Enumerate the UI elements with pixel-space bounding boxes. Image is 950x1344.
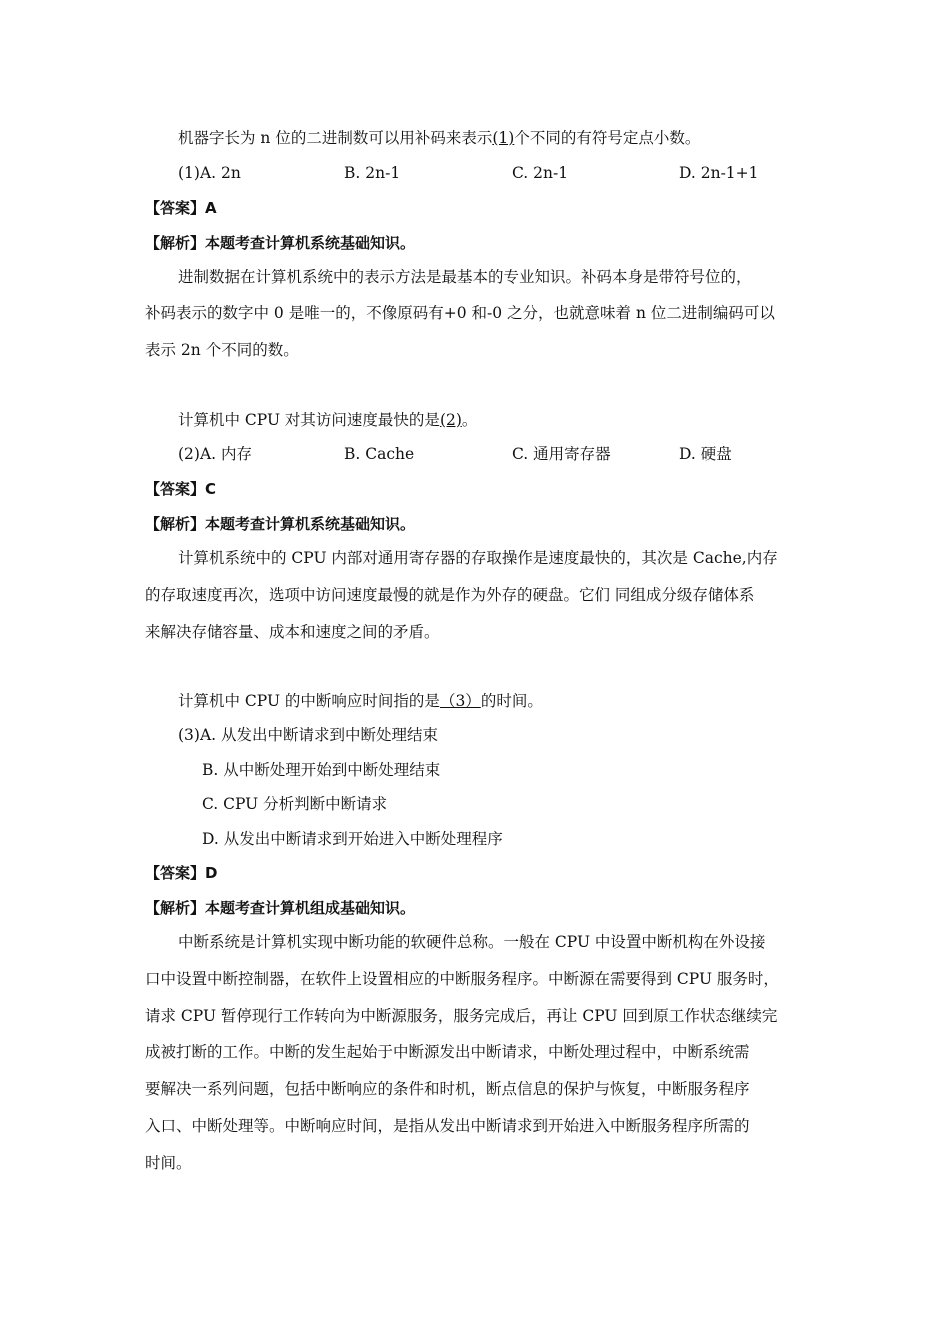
q1-analysis-line: 进制数据在计算机系统中的表示方法是最基本的专业知识。补码本身是带符号位的， — [178, 268, 752, 286]
q2-analysis-label: 【解析】 — [145, 515, 206, 533]
q3-option-c: C. CPU 分析判断中断请求 — [202, 795, 388, 813]
q1-analysis-heading — [145, 232, 415, 254]
q1-stem — [178, 127, 700, 149]
q2-option-c: C. 通用寄存器 — [512, 445, 611, 463]
q3-analysis-line: 请求 CPU 暂停现行工作转向为中断源服务，服务完成后，再让 CPU 回到原工作状态继续完 — [145, 1007, 778, 1025]
q2-option-b: B. Cache — [344, 445, 415, 463]
q2-blank: (2) — [439, 411, 462, 429]
q1-analysis-title: 本题考查计算机系统基础知识。 — [205, 234, 416, 252]
q3-analysis-line: 中断系统是计算机实现中断功能的软硬件总称。一般在 CPU 中设置中断机构在外设接 — [178, 933, 766, 951]
q2-option-d: D. 硬盘 — [679, 445, 732, 463]
q1-answer-value: A — [205, 199, 217, 217]
q3-analysis-title: 本题考查计算机组成基础知识。 — [205, 899, 416, 917]
q1-analysis-label: 【解析】 — [145, 234, 206, 252]
q3-stem-post: 的时间。 — [480, 692, 543, 710]
q1-answer-label: 【答案】 — [145, 199, 206, 217]
q2-stem-post: 。 — [461, 411, 478, 429]
q3-stem-pre: 计算机中 CPU 的中断响应时间指的是 — [178, 692, 440, 710]
q3-analysis-line: 成被打断的工作。中断的发生起始于中断源发出中断请求，中断处理过程中，中断系统需 — [145, 1043, 750, 1061]
q2-analysis-line: 计算机系统中的 CPU 内部对通用寄存器的存取操作是速度最快的，其次是 Cache,内存 — [178, 549, 778, 567]
q2-stem — [178, 409, 477, 431]
q3-answer-value: D — [205, 864, 218, 882]
q1-option-c: C. 2n-1 — [512, 164, 569, 182]
q1-option-b: B. 2n-1 — [344, 164, 401, 182]
q3-analysis-line: 时间。 — [145, 1154, 192, 1172]
q3-option-d: D. 从发出中断请求到开始进入中断处理程序 — [202, 830, 503, 848]
q3-answer — [145, 862, 217, 884]
q2-answer-value: C — [205, 480, 217, 498]
q1-analysis-line: 补码表示的数字中 0 是唯一的，不像原码有+0 和-0 之分，也就意味着 n 位二进制编码可以 — [145, 304, 775, 322]
q2-stem-pre: 计算机中 CPU 对其访问速度最快的是 — [178, 411, 440, 429]
q2-analysis-heading — [145, 513, 415, 535]
q1-stem-post: 个不同的有符号定点小数。 — [514, 129, 701, 147]
q3-analysis-heading — [145, 897, 415, 919]
q1-analysis-line: 表示 2n 个不同的数。 — [145, 341, 299, 359]
q3-analysis-line: 要解决一系列问题，包括中断响应的条件和时机，断点信息的保护与恢复，中断服务程序 — [145, 1080, 750, 1098]
q2-analysis-line: 来解决存储容量、成本和速度之间的矛盾。 — [145, 623, 440, 641]
q2-analysis-line: 的存取速度再次，选项中访问速度最慢的就是作为外存的硬盘。它们 同组成分级存储体系 — [145, 586, 755, 604]
q2-option-a: (2)A. 内存 — [178, 445, 253, 463]
q2-answer — [145, 478, 216, 500]
q1-blank: (1) — [492, 129, 515, 147]
q1-option-a: (1)A. 2n — [178, 164, 241, 182]
q3-blank: （3） — [439, 692, 481, 710]
q1-option-d: D. 2n-1+1 — [679, 164, 759, 182]
q2-analysis-title: 本题考查计算机系统基础知识。 — [205, 515, 416, 533]
q1-answer — [145, 197, 217, 219]
q3-option-a: (3)A. 从发出中断请求到中断处理结束 — [178, 726, 439, 744]
q2-answer-label: 【答案】 — [145, 480, 206, 498]
q3-stem — [178, 690, 543, 712]
q3-analysis-label: 【解析】 — [145, 899, 206, 917]
q3-analysis-line: 入口、中断处理等。中断响应时间，是指从发出中断请求到开始进入中断服务程序所需的 — [145, 1117, 750, 1135]
q1-stem-pre: 机器字长为 n 位的二进制数可以用补码来表示 — [178, 129, 493, 147]
q3-option-b: B. 从中断处理开始到中断处理结束 — [202, 761, 441, 779]
q3-answer-label: 【答案】 — [145, 864, 206, 882]
q3-analysis-line: 口中设置中断控制器，在软件上设置相应的中断服务程序。中断源在需要得到 CPU 服务时， — [145, 970, 779, 988]
